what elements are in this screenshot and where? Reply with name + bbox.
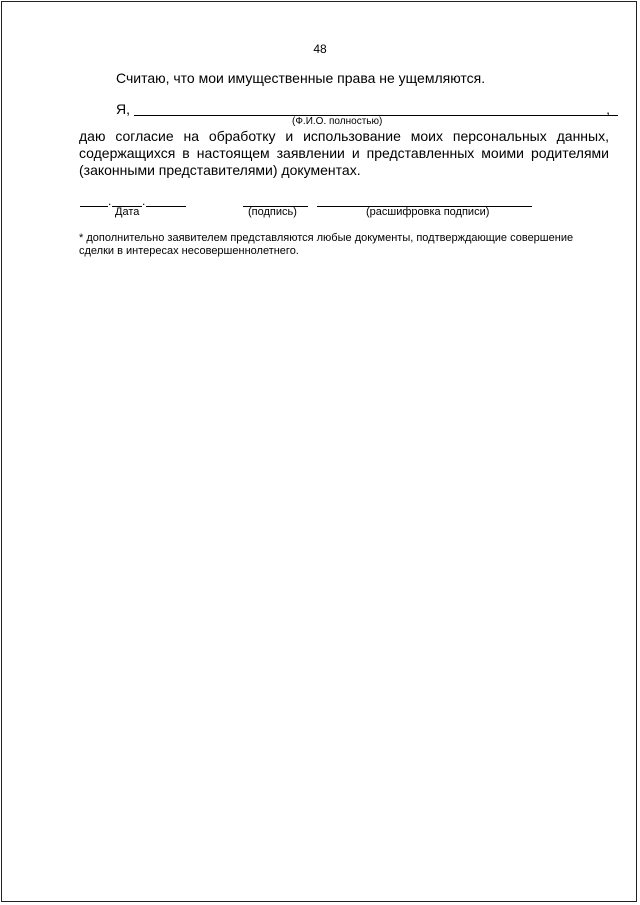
date-year-field[interactable]: [146, 196, 186, 207]
signature-label: (подпись): [248, 206, 297, 218]
date-day-field[interactable]: [80, 196, 108, 207]
rights-statement: Считаю, что мои имущественные права не ущемляются.: [116, 70, 486, 86]
footnote: * дополнительно заявителем представляются любые документы, подтверждающие совершение сделки в интересах несовершеннолетнего.: [79, 232, 574, 257]
ya-label: Я,: [116, 101, 130, 117]
consent-text: даю согласие на обработку и использование моих персональных данных, содержащихся в настоящем заявлении и представленных моими родителями (законными представителями) документах.: [79, 128, 609, 178]
signature-decoding-label: (расшифровка подписи): [366, 206, 490, 218]
full-name-hint: (Ф.И.О. полностью): [292, 116, 383, 127]
date-label: Дата: [115, 206, 140, 218]
signature-row: [0, 196, 640, 226]
date-separator: .: [142, 194, 146, 208]
page-number: 48: [313, 42, 327, 56]
date-separator: .: [108, 194, 112, 208]
name-line-comma: ,: [606, 101, 610, 117]
